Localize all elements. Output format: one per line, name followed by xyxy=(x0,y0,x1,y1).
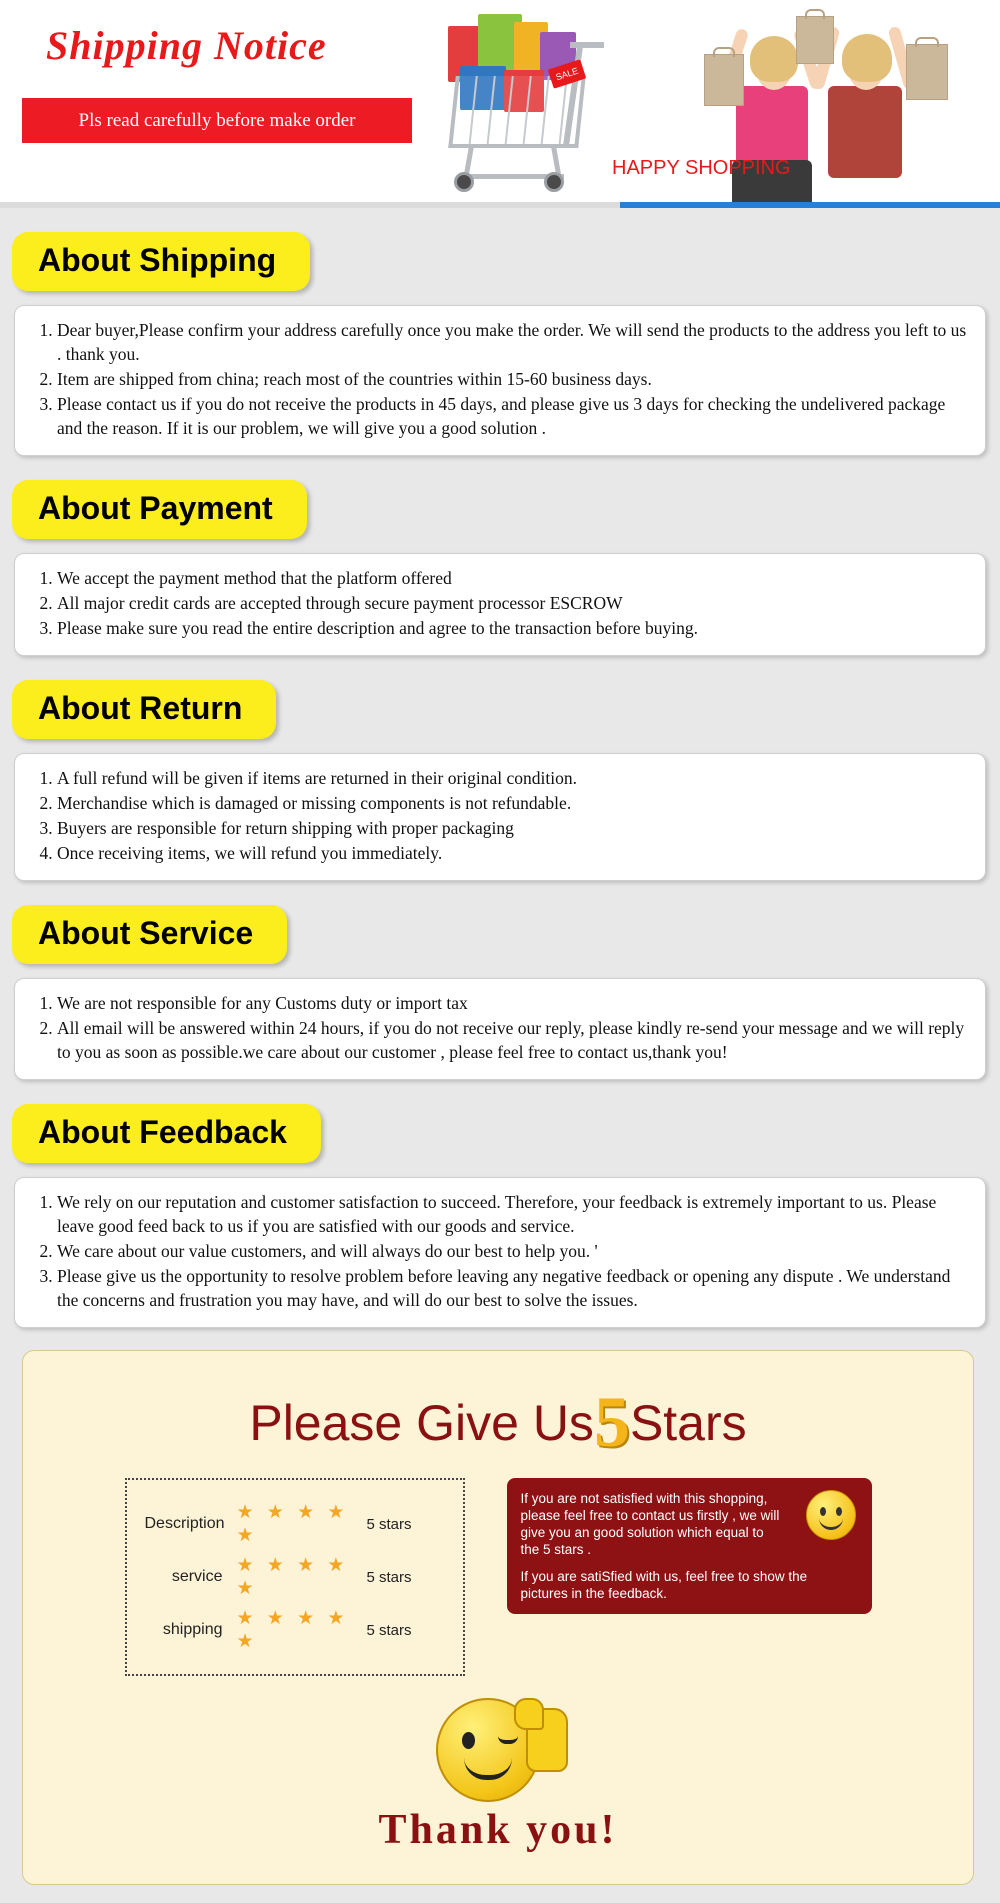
rating-label: service xyxy=(171,1568,223,1585)
note-text-1: If you are not satisfied with this shopping, please feel free to contact us firstly , we will give you an good solution which equal to the 5 stars . xyxy=(520,1491,780,1557)
header-banner xyxy=(22,98,412,143)
header xyxy=(0,0,1000,208)
rating-value: 5 stars xyxy=(366,1621,412,1639)
thumbs-up-icon xyxy=(526,1708,568,1772)
list-item: 1. A full refund will be given if items are returned in their original condition. xyxy=(57,766,969,790)
section-title-payment xyxy=(12,480,307,539)
star-rating-icon: ★ ★ ★ ★ ★ xyxy=(236,1502,349,1546)
list-item: 4. Once receiving items, we will refund you immediately. xyxy=(57,841,969,865)
header-banner-text: Pls read carefully before make order xyxy=(78,109,356,131)
section-title-text: About Service xyxy=(38,915,254,951)
list-item: 2. All email will be answered within 24 hours, if you do not receive our reply, please kindly re-send your message and we will reply to you as soon as possible.we care about our customer , please feel free to contact us,thank you! xyxy=(57,1016,969,1064)
section-panel-payment xyxy=(14,553,986,656)
headline-pre: Please Give Us xyxy=(249,1395,594,1451)
section-title-text: About Shipping xyxy=(38,242,277,278)
page-title: Shipping Notice xyxy=(46,23,327,68)
list-item: 1. We rely on our reputation and customer satisfaction to succeed. Therefore, your feedback is extremely important to us. Please leave good feed back to us if you are satisfied with our goods and service. xyxy=(57,1190,969,1238)
smiley-face-icon xyxy=(806,1490,856,1540)
rating-row-service xyxy=(145,1554,445,1600)
section-panel-feedback xyxy=(14,1177,986,1328)
rating-row-shipping xyxy=(145,1607,445,1653)
header-blue-bar xyxy=(620,202,1000,208)
list-item: 3. Please give us the opportunity to resolve problem before leaving any negative feedback or opening any dispute . We understand the concerns and frustration you may have, and will do our best to solve the issues. xyxy=(57,1264,969,1312)
section-title-service xyxy=(12,905,287,964)
section-title-return xyxy=(12,680,276,739)
list-item: 1. Dear buyer,Please confirm your address carefully once you make the order. We will send the products to the address you left to us . thank you. xyxy=(57,318,969,366)
section-panel-return xyxy=(14,753,986,881)
five-stars-headline xyxy=(23,1381,973,1464)
happy-shopping-label: HAPPY SHOPPING xyxy=(612,157,791,179)
header-divider xyxy=(0,202,620,208)
thank-you-area xyxy=(23,1698,973,1858)
satisfaction-note-box xyxy=(507,1478,872,1614)
section-title-text: About Return xyxy=(38,690,243,726)
feedback-rating-card xyxy=(22,1350,974,1885)
content xyxy=(0,208,1000,1885)
rating-box xyxy=(125,1478,465,1676)
section-title-text: About Feedback xyxy=(38,1114,287,1150)
headline-post: Stars xyxy=(629,1395,747,1451)
list-item: 2. Item are shipped from china; reach most of the countries within 15-60 business days. xyxy=(57,367,969,391)
shopping-cart-icon xyxy=(430,6,630,196)
list-item: 3. Please contact us if you do not receive the products in 45 days, and please give us 3 days for checking the undelivered package and the reason. If it is our problem, we will give you a good solution . xyxy=(57,392,969,440)
rating-label: shipping xyxy=(162,1621,223,1638)
section-panel-shipping xyxy=(14,305,986,456)
rating-area xyxy=(23,1478,973,1676)
note-text-2: If you are satiSfied with us, feel free to show the pictures in the feedback. xyxy=(520,1569,808,1601)
rating-value: 5 stars xyxy=(366,1568,412,1586)
star-rating-icon: ★ ★ ★ ★ ★ xyxy=(236,1608,349,1652)
thank-you-text: Thank you! xyxy=(378,1807,618,1853)
section-panel-service xyxy=(14,978,986,1080)
list-item: 2. We care about our value customers, and will always do our best to help you. ' xyxy=(57,1239,969,1263)
section-title-text: About Payment xyxy=(38,490,273,526)
list-item: 1. We are not responsible for any Customs duty or import tax xyxy=(57,991,969,1015)
rating-label: Description xyxy=(144,1515,225,1532)
headline-number: 5 xyxy=(593,1382,630,1462)
list-item: 2. All major credit cards are accepted through secure payment processor ESCROW xyxy=(57,591,969,615)
section-title-feedback xyxy=(12,1104,321,1163)
rating-value: 5 stars xyxy=(366,1515,412,1533)
star-rating-icon: ★ ★ ★ ★ ★ xyxy=(236,1555,349,1599)
sale-tag: SALE xyxy=(548,59,587,89)
rating-row-description xyxy=(145,1501,445,1547)
list-item: 3. Buyers are responsible for return shipping with proper packaging xyxy=(57,816,969,840)
list-item: 1. We accept the payment method that the platform offered xyxy=(57,566,969,590)
list-item: 2. Merchandise which is damaged or missing components is not refundable. xyxy=(57,791,969,815)
list-item: 3. Please make sure you read the entire description and agree to the transaction before buying. xyxy=(57,616,969,640)
section-title-shipping xyxy=(12,232,310,291)
